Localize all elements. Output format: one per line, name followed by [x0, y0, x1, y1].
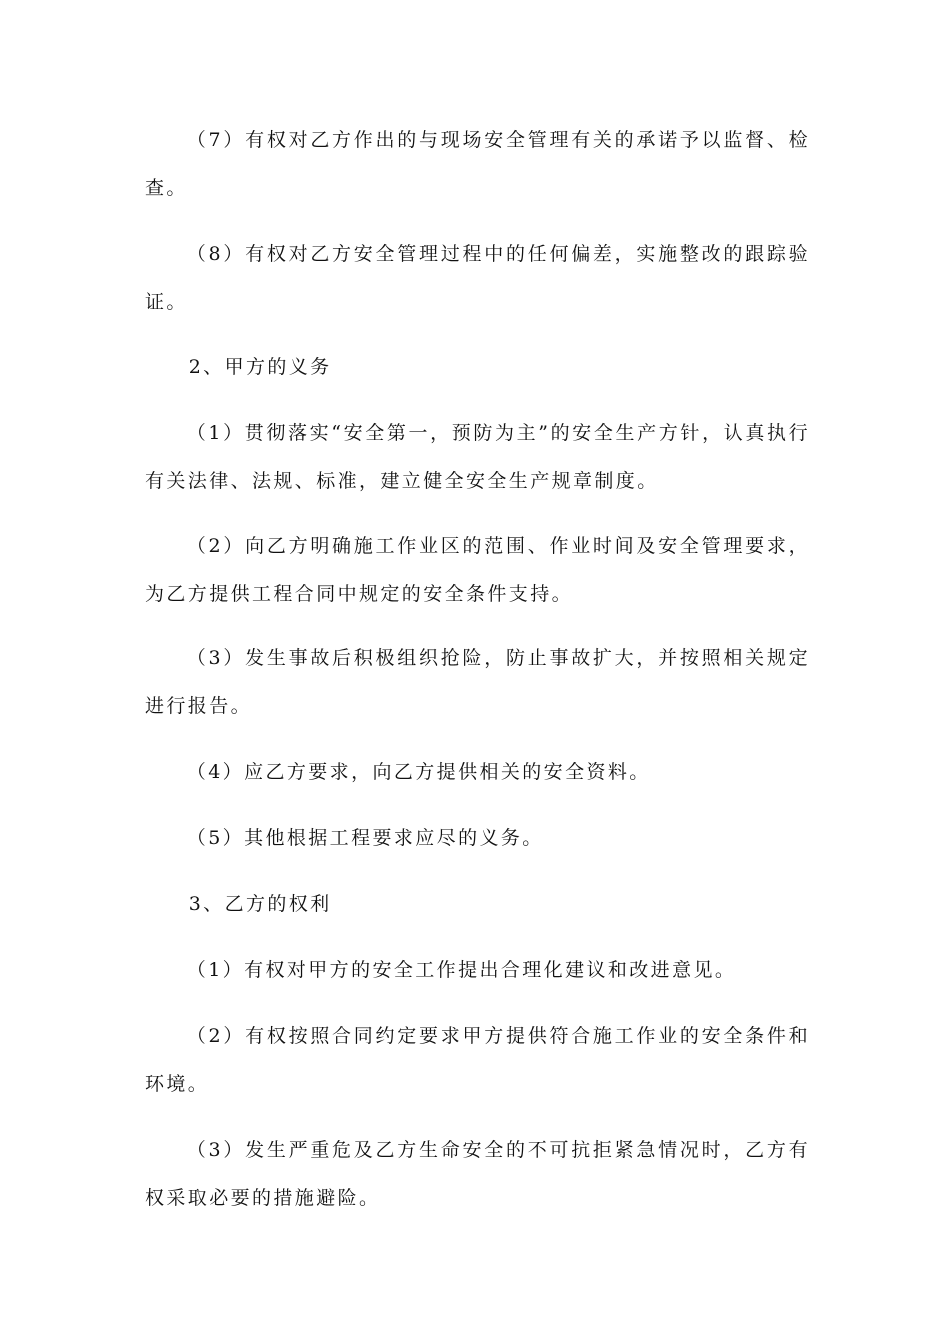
paragraph-party-b-right-2: （2）有权按照合同约定要求甲方提供符合施工作业的安全条件和环境。: [145, 1025, 810, 1095]
paragraph-party-a-obligation-1: （1）贯彻落实“安全第一，预防为主”的安全生产方针，认真执行有关法律、法规、标准，建立健全安全生产规章制度。: [145, 422, 810, 492]
section-heading-party-b-rights: 3、乙方的权利: [188, 893, 332, 915]
paragraph-party-a-obligation-3: （3）发生事故后积极组织抢险，防止事故扩大，并按照相关规定进行报告。: [145, 647, 810, 717]
section-heading-party-a-obligations: 2、甲方的义务: [188, 356, 332, 378]
paragraph-party-b-right-3: （3）发生严重危及乙方生命安全的不可抗拒紧急情况时，乙方有权采取必要的措施避险。: [145, 1139, 810, 1209]
paragraph-party-a-obligation-5: （5）其他根据工程要求应尽的义务。: [186, 827, 544, 849]
paragraph-party-a-obligation-4: （4）应乙方要求，向乙方提供相关的安全资料。: [186, 761, 651, 783]
paragraph-party-a-right-7: （7）有权对乙方作出的与现场安全管理有关的承诺予以监督、检查。: [145, 129, 810, 199]
paragraph-party-a-obligation-2: （2）向乙方明确施工作业区的范围、作业时间及安全管理要求，为乙方提供工程合同中规定的安全条件支持。: [145, 535, 810, 605]
paragraph-party-b-right-1: （1）有权对甲方的安全工作提出合理化建议和改进意见。: [186, 959, 737, 981]
paragraph-party-a-right-8: （8）有权对乙方安全管理过程中的任何偏差，实施整改的跟踪验证。: [145, 243, 810, 313]
